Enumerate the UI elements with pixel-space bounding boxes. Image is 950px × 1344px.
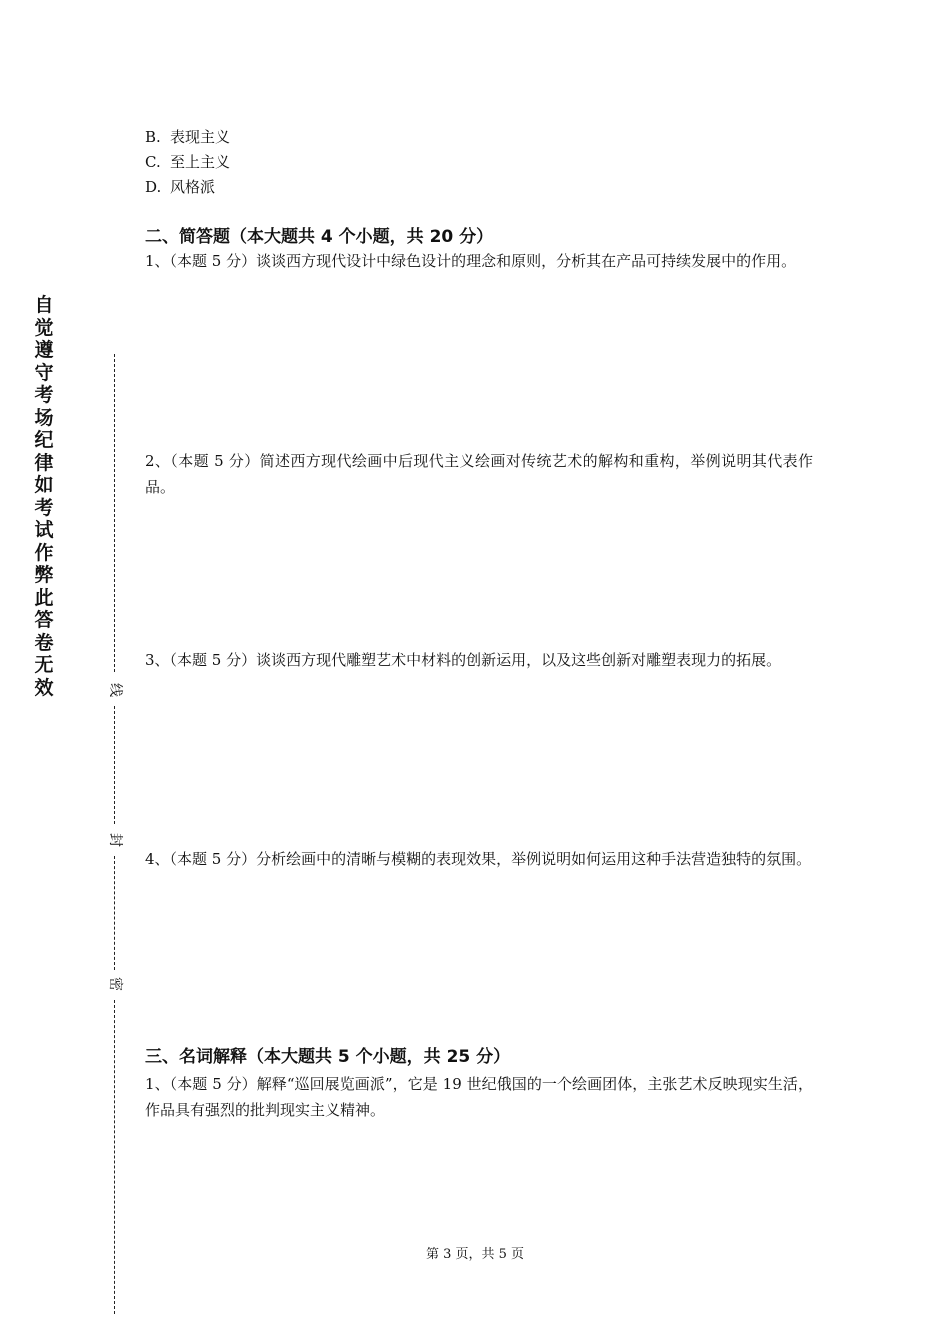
- term-question-1: 1、（本题 5 分）解释“巡回展览画派”，它是 19 世纪俄国的一个绘画团体，主张艺术反映现实生活，作品具有强烈的批判现实主义精神。: [145, 1075, 813, 1119]
- option-b-text: 表现主义: [170, 128, 231, 146]
- option-b: [145, 127, 230, 147]
- binding-dashed-line-top: [114, 354, 115, 672]
- page-number: 第 3 页，共 5 页: [425, 1247, 525, 1262]
- option-c-text: 至上主义: [170, 153, 231, 171]
- exam-discipline-notice: 自觉遵守考场纪律如考试作弊此答卷无效: [34, 294, 54, 699]
- binding-dashed-line-middle: [114, 706, 115, 824]
- section-2-title: 二、简答题（本大题共 4 个小题，共 20 分）: [145, 227, 494, 247]
- option-d-letter: D.: [145, 178, 162, 196]
- short-answer-question-3: 3、（本题 5 分）谈谈西方现代雕塑艺术中材料的创新运用，以及这些创新对雕塑表现力的拓展。: [145, 651, 782, 669]
- binding-secret-label: 密: [107, 977, 123, 991]
- option-d: [145, 177, 215, 197]
- option-c-letter: C.: [145, 153, 161, 171]
- binding-seal-label: 封: [107, 833, 123, 847]
- short-answer-question-1: 1、（本题 5 分）谈谈西方现代设计中绿色设计的理念和原则，分析其在产品可持续发展中的作用。: [145, 252, 797, 270]
- short-answer-question-4: 4、（本题 5 分）分析绘画中的清晰与模糊的表现效果，举例说明如何运用这种手法营造独特的氛围。: [145, 850, 812, 868]
- option-b-letter: B.: [145, 128, 161, 146]
- binding-dashed-line-bottom: [114, 1000, 115, 1314]
- option-c: [145, 152, 230, 172]
- option-d-text: 风格派: [170, 178, 216, 196]
- short-answer-question-2: 2、（本题 5 分）简述西方现代绘画中后现代主义绘画对传统艺术的解构和重构，举例说明其代表作品。: [145, 452, 813, 496]
- section-3-title: 三、名词解释（本大题共 5 个小题，共 25 分）: [145, 1047, 511, 1067]
- binding-dashed-line-lower: [114, 856, 115, 970]
- binding-line-label: 线: [107, 683, 123, 697]
